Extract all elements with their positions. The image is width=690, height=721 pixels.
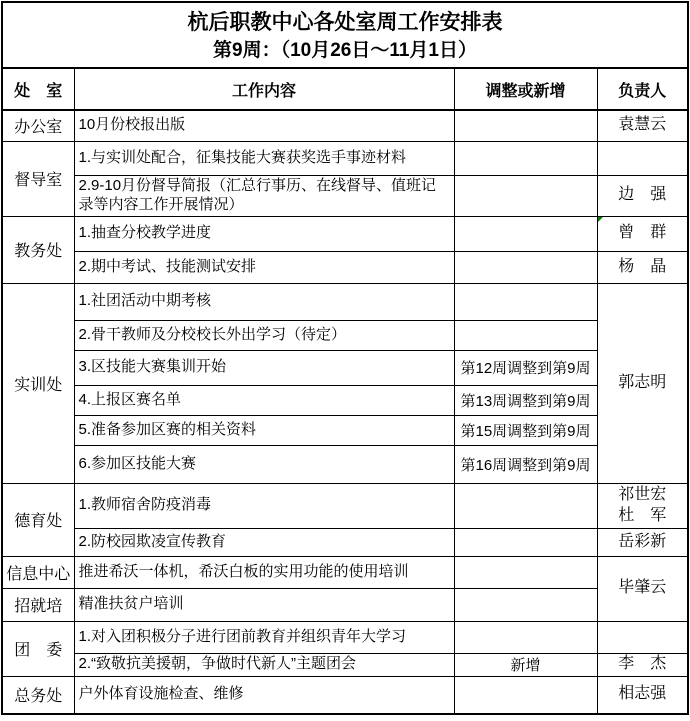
adjust-cell: 第15周调整到第9周 <box>454 415 597 445</box>
content-cell: 1.对入团积极分子进行团前教育并组织青年大学习 <box>74 621 454 653</box>
table-row <box>2 676 688 714</box>
adjust-cell <box>454 175 597 216</box>
content-cell: 3.区技能大赛集训开始 <box>74 350 454 385</box>
person-cell: 边 强 <box>597 175 688 216</box>
person-cell-two-names <box>597 483 688 528</box>
adjust-cell <box>454 283 597 320</box>
col-header-dept: 处 室 <box>2 68 74 110</box>
dept-cell-supervision: 督导室 <box>2 141 74 216</box>
person-cell: 相志强 <box>597 676 688 714</box>
person-cell: 毕肇云 <box>597 556 688 621</box>
adjust-cell <box>454 141 597 175</box>
table-row <box>2 556 688 588</box>
title-row <box>2 2 688 68</box>
dept-cell-info-center: 信息中心 <box>2 556 74 588</box>
content-cell: 6.参加区技能大赛 <box>74 445 454 483</box>
page-title: 杭后职教中心各处室周工作安排表 <box>187 10 503 34</box>
content-cell: 10月份校报出版 <box>74 110 454 141</box>
table-row <box>2 415 688 445</box>
dept-cell-recruitment: 招就培 <box>2 588 74 621</box>
table-row <box>2 283 688 320</box>
dept-cell-office: 办公室 <box>2 110 74 141</box>
col-header-adjust: 调整或新增 <box>454 68 597 110</box>
content-cell: 2.“致敬抗美援朝，争做时代新人”主题团会 <box>74 653 454 676</box>
dept-cell-general-affairs: 总务处 <box>2 676 74 714</box>
adjust-cell <box>454 110 597 141</box>
dept-cell-moral-education: 德育处 <box>2 483 74 556</box>
table-row <box>2 320 688 350</box>
person-name: 杜 军 <box>618 506 667 524</box>
person-cell: 李 杰 <box>597 653 688 676</box>
person-name: 祁世宏 <box>618 485 667 503</box>
adjust-cell <box>454 251 597 283</box>
table-row <box>2 216 688 251</box>
adjust-cell <box>454 528 597 556</box>
content-cell: 1.与实训处配合，征集技能大赛获奖选手事迹材料 <box>74 141 454 175</box>
dept-cell-training: 实训处 <box>2 283 74 483</box>
content-cell: 1.教师宿舍防疫消毒 <box>74 483 454 528</box>
adjust-cell <box>454 676 597 714</box>
adjust-cell <box>454 621 597 653</box>
cell-error-flag-icon <box>598 217 604 223</box>
adjust-cell: 第13周调整到第9周 <box>454 385 597 415</box>
person-cell: 郭志明 <box>597 283 688 483</box>
person-cell: 杨 晶 <box>597 251 688 283</box>
table-row <box>2 621 688 653</box>
table-row <box>2 385 688 415</box>
person-cell: 岳彩新 <box>597 528 688 556</box>
content-cell: 5.准备参加区赛的相关资料 <box>74 415 454 445</box>
adjust-cell: 新增 <box>454 653 597 676</box>
person-cell <box>597 141 688 175</box>
adjust-cell: 第16周调整到第9周 <box>454 445 597 483</box>
col-header-person: 负责人 <box>597 68 688 110</box>
content-cell: 1.社团活动中期考核 <box>74 283 454 320</box>
table-row <box>2 141 688 175</box>
content-cell: 1.抽查分校教学进度 <box>74 216 454 251</box>
person-name: 曾 群 <box>618 224 667 242</box>
column-header-row <box>2 68 688 110</box>
adjust-cell <box>454 320 597 350</box>
page-subtitle: 第9周：（10月26日～11月1日） <box>213 40 477 62</box>
person-cell-flagged <box>597 216 688 251</box>
table-row <box>2 528 688 556</box>
table-row <box>2 483 688 528</box>
content-cell: 2.期中考试、技能测试安排 <box>74 251 454 283</box>
table-row <box>2 588 688 621</box>
col-header-content: 工作内容 <box>74 68 454 110</box>
content-cell: 2.防校园欺凌宣传教育 <box>74 528 454 556</box>
content-cell: 精准扶贫户培训 <box>74 588 454 621</box>
table-row <box>2 251 688 283</box>
adjust-cell <box>454 216 597 251</box>
content-cell: 2.骨干教师及分校校长外出学习（待定） <box>74 320 454 350</box>
table-row <box>2 653 688 676</box>
table-row <box>2 110 688 141</box>
adjust-cell <box>454 588 597 621</box>
adjust-cell: 第12周调整到第9周 <box>454 350 597 385</box>
person-cell <box>597 621 688 653</box>
dept-cell-academic: 教务处 <box>2 216 74 283</box>
table-row <box>2 175 688 216</box>
table-row <box>2 445 688 483</box>
table-row <box>2 350 688 385</box>
adjust-cell <box>454 483 597 528</box>
content-cell: 2.9-10月份督导简报（汇总行事历、在线督导、值班记录等内容工作开展情况） <box>74 175 454 216</box>
content-cell: 户外体育设施检查、维修 <box>74 676 454 714</box>
content-cell: 推进希沃一体机，希沃白板的实用功能的使用培训 <box>74 556 454 588</box>
weekly-schedule-table <box>1 1 689 715</box>
adjust-cell <box>454 556 597 588</box>
dept-cell-youth-league: 团 委 <box>2 621 74 676</box>
content-cell: 4.上报区赛名单 <box>74 385 454 415</box>
person-cell: 袁慧云 <box>597 110 688 141</box>
table-title-cell <box>2 2 688 68</box>
